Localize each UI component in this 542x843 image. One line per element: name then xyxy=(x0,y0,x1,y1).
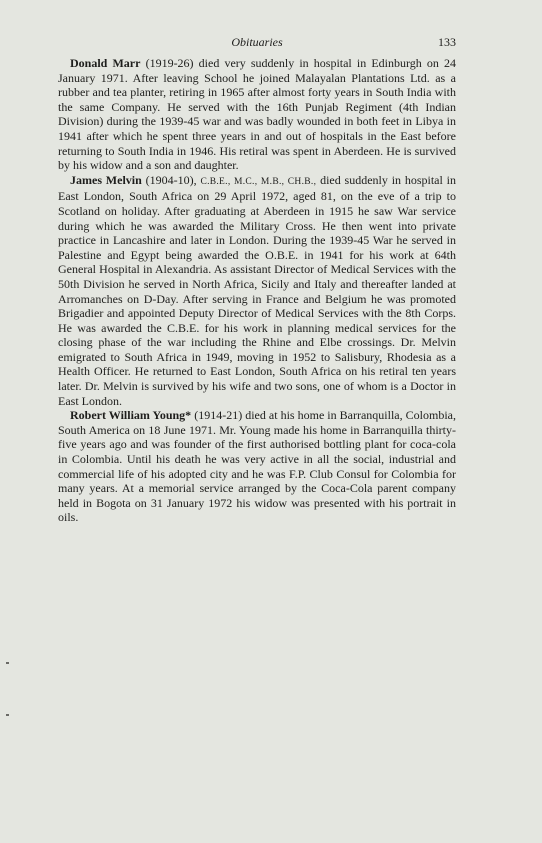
running-title: Obituaries xyxy=(231,35,283,49)
obituary-text: died very suddenly in hospital in Edinburgh on 24 January 1971. After leaving School he joined Malayalan Plantations Ltd. as a rubber and tea planter, retiring in 1965 after almost forty years in South India with the same Company. He served with the 16th Punjab Regiment (4th Indian Division) during the 1939-45 war and was badly wounded in both feet in Libya in 1941 after which he spent three years in and out of hospitals in the East before returning to South India in 1946. His retiral was spent in Aberdeen. He is survived by his widow and a son and daughter. xyxy=(58,56,457,173)
obituary-entry xyxy=(58,408,456,525)
person-name: Robert William Young* xyxy=(70,408,192,423)
obituary-entry xyxy=(58,56,456,173)
obituary-entry xyxy=(58,173,456,409)
person-dates: (1919-26) xyxy=(140,56,199,70)
person-name: Donald Marr xyxy=(70,56,141,70)
person-dates: (1914-21) xyxy=(191,408,246,423)
scan-speck xyxy=(6,714,9,716)
page-header xyxy=(58,34,456,50)
person-dates: (1904-10), xyxy=(141,172,201,187)
scan-speck xyxy=(6,662,9,664)
obituary-text: died suddenly in hospital in East London, South Africa on 29 April 1972, aged 81, on the eve of a trip to Scotland on holiday. After graduating at Aberdeen in 1915 he saw War service during which he was awarded the Military Cross. He then went into private practice in Lancashire and later in London. During the 1939-45 War he served in Palestine and Egypt being awarded the O.B.E. in 1941 for his work at 64th General Hospital in Alexandria. As assistant Director of Medical Services with the 50th Division he served in North Africa, Sicily and Italy and thereafter landed at Arromanches on D-Day. After serving in France and Belgium he was promoted Brigadier and appointed Deputy Director of Medical Services with the 8th Corps. He was awarded the C.B.E. for his work in planning medical services for the closing phase of the war including the Rhine and Elbe crossings. Dr. Melvin emigrated to South Africa in 1949, moving in 1952 to Salisbury, Rhodesia as a Health Officer. He returned to East London, South Africa on his retiral ten years later. Dr. Melvin is survived by his wife and two sons, one of whom is a Doctor in East London. xyxy=(58,172,456,408)
obituaries-text xyxy=(58,56,456,525)
person-name: James Melvin xyxy=(70,172,142,187)
obituary-text: died at his home in Barranquilla, Colombia, South America on 18 June 1971. Mr. Young made his home in Barranquilla thirty-five years ago and was founder of the first authorised bottling plant for coca-cola in Colombia. Until his death he was very active in all the social, industrial and commercial life of his adopted city and he was F.P. Club Consul for Colombia for many years. At a memorial service arranged by the Coca-Cola parent company held in Bogota on 31 January 1972 his widow was presented with his portrait in oils. xyxy=(58,408,456,525)
page-number: 133 xyxy=(438,35,456,49)
person-honours: C.B.E., M.C., M.B., CH.B., xyxy=(200,176,317,187)
